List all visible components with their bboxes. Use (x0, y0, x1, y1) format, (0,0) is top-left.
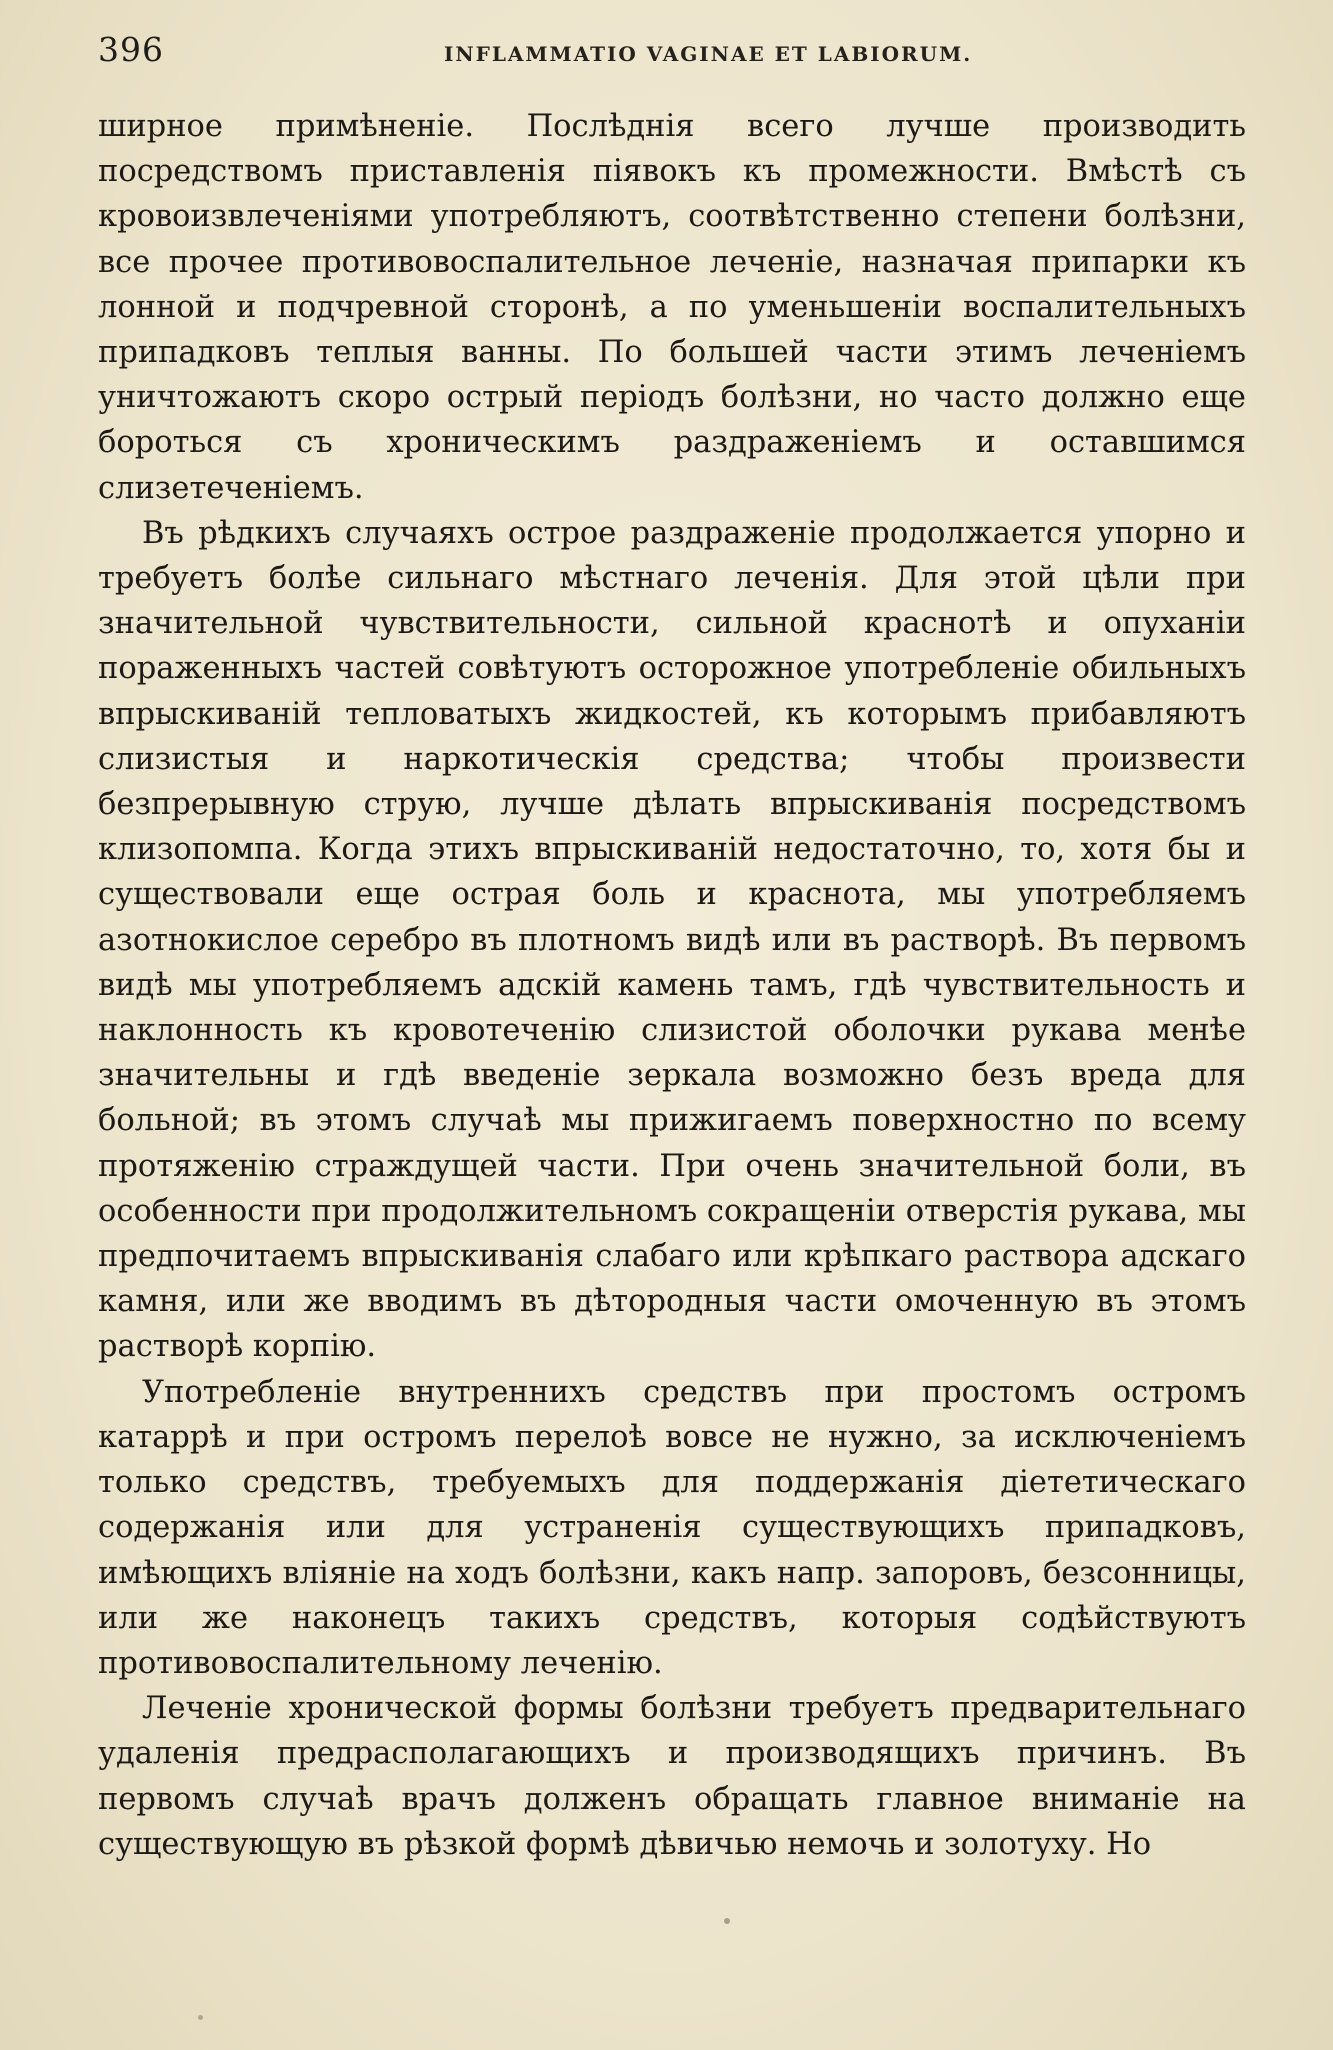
paragraph-4: Леченіе хронической формы болѣзни требуетъ предварительнаго удаленія предрасполагающихъ и производящихъ причинъ. Въ первомъ случаѣ врачъ долженъ обращать главное вниманіе на существующую въ рѣзкой формѣ дѣвичью немочь и золотуху. Но (98, 1691, 1246, 1862)
body-text (98, 104, 1246, 1867)
running-head: INFLAMMATIO VAGINAE ET LABIORUM. (444, 42, 973, 66)
paragraph-2: Въ рѣдкихъ случаяхъ острое раздраженіе продолжается упорно и требуетъ болѣе сильнаго мѣстнаго леченія. Для этой цѣли при значительной чувствительности, сильной краснотѣ и опуханіи пораженныхъ частей совѣтуютъ осторожное употребленіе обильныхъ впрыскиваній тепловатыхъ жидкостей, къ которымъ прибавляютъ слизистыя и наркотическія средства; чтобы произвести безпрерывную струю, лучше дѣлать впрыскиванія посредствомъ клизопомпа. Когда этихъ впрыскиваній недостаточно, то, хотя бы и существовали еще острая боль и краснота, мы употребляемъ азотнокислое серебро въ плотномъ видѣ или въ растворѣ. Въ первомъ видѣ мы употребляемъ адскій камень тамъ, гдѣ чувствительность и наклонность къ кровотеченію слизистой оболочки рукава менѣе значительны и гдѣ введеніе зеркала возможно безъ вреда для больной; въ этомъ случаѣ мы прижигаемъ поверхностно по всему протяженію страждущей части. При очень значительной боли, въ особенности при продолжительномъ сокращеніи отверстія рукава, мы предпочитаемъ впрыскиванія слабаго или крѣпкаго раствора адскаго камня, или же вводимъ въ дѣтородныя части омоченную въ этомъ растворѣ корпію. (98, 515, 1246, 1365)
ink-speck (198, 2015, 203, 2020)
page-number: 396 (98, 30, 164, 69)
ink-speck (724, 1918, 730, 1924)
paragraph-3: Употребленіе внутреннихъ средствъ при простомъ остромъ катаррѣ и при остромъ перелоѣ вовсе не нужно, за исключеніемъ только средствъ, требуемыхъ для поддержанія діететическаго содержанія или для устраненія существующихъ припадковъ, имѣющихъ вліяніе на ходъ болѣзни, какъ напр. запоровъ, безсонницы, или же наконецъ такихъ средствъ, которыя содѣйствуютъ противовоспалительному леченію. (98, 1374, 1246, 1681)
page-header (98, 30, 1243, 78)
paragraph-1: ширное примѣненіе. Послѣднія всего лучше производить посредствомъ приставленія піявокъ къ промежности. Вмѣстѣ съ кровоизвлеченіями употребляютъ, соотвѣтственно степени болѣзни, все прочее противовоспалительное леченіе, назначая припарки къ лонной и подчревной сторонѣ, а по уменьшеніи воспалительныхъ припадковъ теплыя ванны. По большей части этимъ леченіемъ уничтожаютъ скоро острый періодъ болѣзни, но часто должно еще бороться съ хроническимъ раздраженіемъ и оставшимся слизетеченіемъ. (98, 109, 1246, 506)
